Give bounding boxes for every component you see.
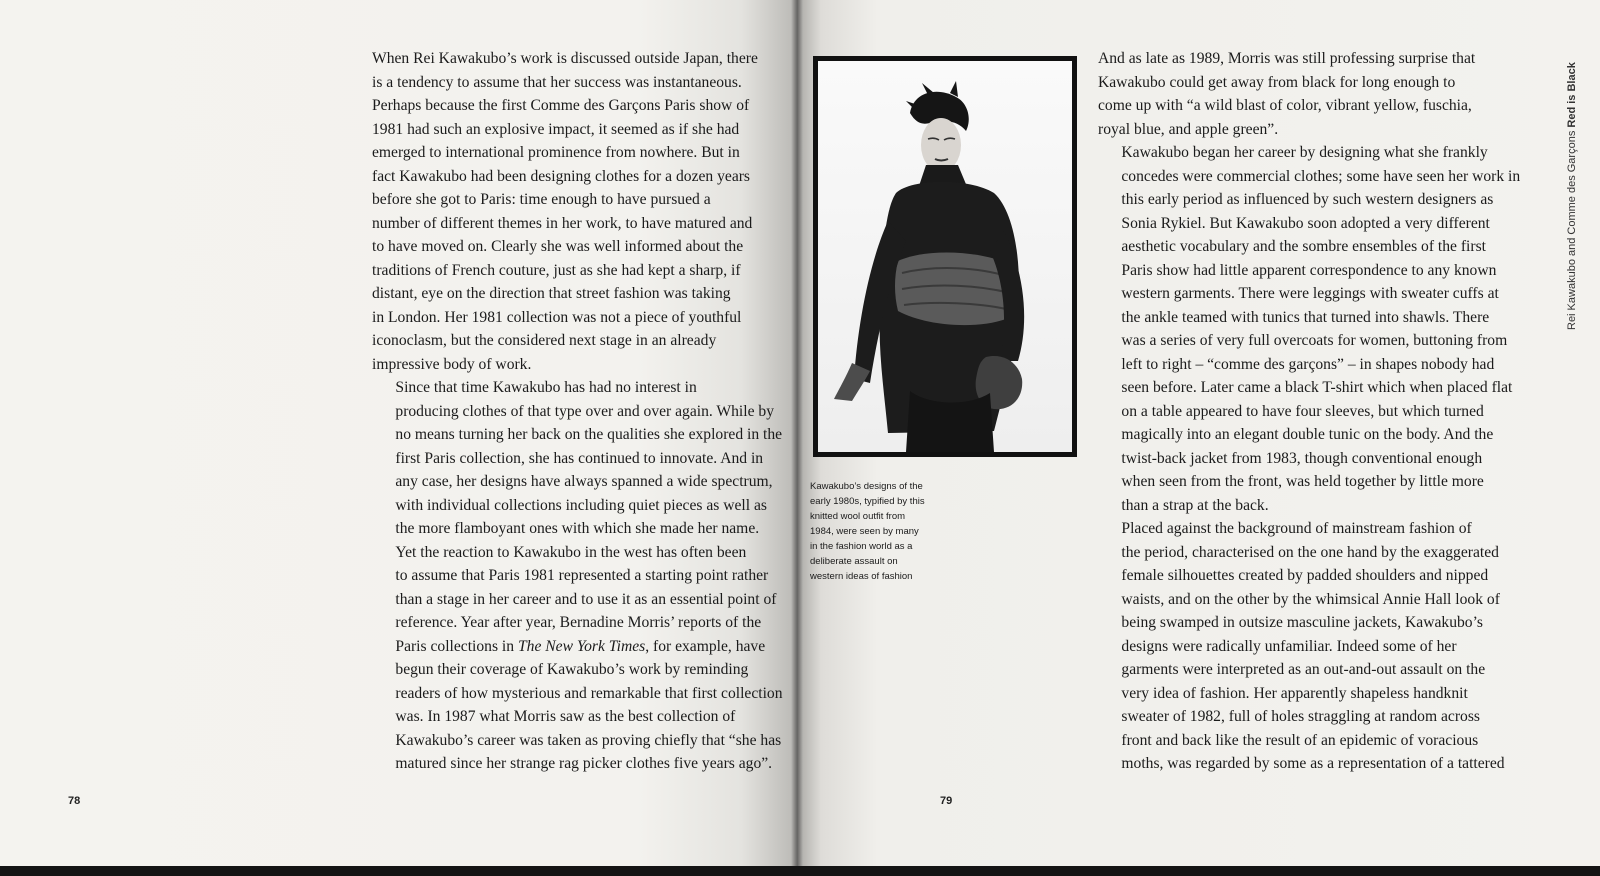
body-paragraph [1098,47,1538,141]
caption-line: 1984, were seen by many [810,526,919,537]
body-paragraph [372,47,790,376]
right-page-number: 79 [940,795,953,807]
text-line: traditions of French couture, just as she had kept a sharp, if [372,261,741,279]
text-line: concedes were commercial clothes; some have seen her work in [1121,167,1521,185]
text-line: when seen from the front, was held together by little more [1121,473,1484,490]
photo-caption [810,479,930,584]
text-line: seen before. Later came a black T-shirt which when placed flat [1121,379,1513,396]
text-line: reference. Year after year, Bernadine Morris’ reports of the [395,614,762,631]
text-line: is a tendency to assume that her success was instantaneous. [372,73,742,91]
body-paragraph [372,541,790,776]
running-head [1566,62,1578,330]
text-line: was. In 1987 what Morris saw as the best collection of [395,708,736,725]
text-line: begun their coverage of Kawakubo’s work by reminding [395,661,749,678]
text-line: magically into an elegant double tunic on the body. And the [1121,426,1494,443]
text-line: Since that time Kawakubo has had no interest in [395,379,697,396]
fashion-photograph [813,56,1077,457]
left-text-column [372,47,790,776]
text-line: being swamped in outsize masculine jackets, Kawakubo’s [1121,614,1483,631]
text-line: before she got to Paris: time enough to have pursued a [372,191,711,208]
text-line: female silhouettes created by padded shoulders and nipped [1121,567,1489,584]
text-line: matured since her strange rag picker clothes five years ago”. [395,755,773,772]
text-line: western garments. There were leggings with sweater cuffs at [1121,285,1499,302]
text-line: first Paris collection, she has continued to innovate. And in [395,449,764,467]
text-line: iconoclasm, but the considered next stage in an already [372,332,717,349]
text-line: front and back like the result of an epidemic of voracious [1121,731,1479,749]
caption-line: knitted wool outfit from [810,511,906,522]
caption-line: Kawakubo’s designs of the [810,481,923,492]
text-line: than a stage in her career and to use it as an essential point of [395,590,777,608]
text-line: Paris show had little apparent correspondence to any known [1121,261,1497,279]
text-line: Paris collections in The New York Times, for example, have [395,637,766,655]
publication-title: The New York Times [517,637,646,655]
text-line: with individual collections including quiet pieces as well as [395,496,767,514]
text-line: producing clothes of that type over and over again. While by [395,402,775,420]
body-paragraph [372,376,790,541]
text-line: than a strap at the back. [1121,496,1269,514]
text-line: emerged to international prominence from nowhere. But in [372,144,740,161]
text-line: the ankle teamed with tunics that turned into shawls. There [1121,308,1490,326]
text-line: twist-back jacket from 1983, though conventional enough [1121,449,1483,467]
model-photo-icon [818,61,1072,452]
running-head-chapter-title: Red is Black [1566,62,1578,128]
caption-line: in the fashion world as a [810,541,913,552]
text-line: waists, and on the other by the whimsical Annie Hall look of [1121,590,1500,608]
body-paragraph [1098,517,1538,776]
text-line: garments were interpreted as an out-and-out assault on the [1121,661,1486,678]
text-line: in London. Her 1981 collection was not a piece of youthful [372,308,742,326]
caption-line: western ideas of fashion [810,571,913,582]
text-line: on a table appeared to have four sleeves, but which turned [1121,402,1484,420]
text-line: Yet the reaction to Kawakubo in the west has often been [395,543,747,561]
text-line: Kawakubo began her career by designing what she frankly [1121,144,1488,161]
text-line: this early period as influenced by such western designers as [1121,191,1494,208]
text-line: readers of how mysterious and remarkable that first collection [395,684,783,702]
book-gutter [791,0,803,866]
text-line: was a series of very full overcoats for women, buttoning from [1121,332,1508,349]
text-line: to have moved on. Clearly she was well informed about the [372,238,744,255]
text-line: number of different themes in her work, to have matured and [372,214,753,232]
text-line: the more flamboyant ones with which she made her name. [395,520,760,537]
text-line: And as late as 1989, Morris was still professing surprise that [1098,50,1476,67]
body-paragraph [1098,141,1538,517]
text-line: fact Kawakubo had been designing clothes for a dozen years [372,167,751,185]
text-line: sweater of 1982, full of holes straggling at random across [1121,708,1480,725]
right-text-column [1098,47,1538,776]
text-line: Sonia Rykiel. But Kawakubo soon adopted a very different [1121,214,1490,232]
text-line: very idea of fashion. Her apparently shapeless handknit [1121,684,1468,702]
caption-line: early 1980s, typified by this [810,496,925,507]
caption-line: deliberate assault on [810,556,898,567]
text-line: Placed against the background of mainstream fashion of [1121,520,1472,537]
text-line: impressive body of work. [372,355,532,373]
text-line: designs were radically unfamiliar. Indeed some of her [1121,637,1457,655]
text-line: royal blue, and apple green”. [1098,120,1279,138]
text-line: distant, eye on the direction that street fashion was taking [372,285,731,302]
left-page-number: 78 [68,795,81,807]
left-page [0,0,797,866]
text-line: 1981 had such an explosive impact, it seemed as if she had [372,120,740,138]
text-line: Kawakubo’s career was taken as proving chiefly that “she has [395,731,782,749]
text-line: any case, her designs have always spanned a wide spectrum, [395,473,773,490]
text-line: to assume that Paris 1981 represented a starting point rather [395,567,769,584]
text-line: moths, was regarded by some as a representation of a tattered [1121,755,1505,772]
text-line: Perhaps because the first Comme des Garçons Paris show of [372,97,750,114]
text-line: When Rei Kawakubo’s work is discussed outside Japan, there [372,50,758,67]
text-line: the period, characterised on the one hand by the exaggerated [1121,543,1499,561]
text-line: no means turning her back on the qualities she explored in the [395,426,783,443]
running-head-book-title: Rei Kawakubo and Comme des Garçons [1566,127,1578,330]
text-line: Kawakubo could get away from black for long enough to [1098,73,1456,91]
text-line: come up with “a wild blast of color, vibrant yellow, fuschia, [1098,97,1472,114]
text-line: aesthetic vocabulary and the sombre ensembles of the first [1121,238,1486,255]
text-line: left to right – “comme des garçons” – in shapes nobody had [1121,355,1495,373]
